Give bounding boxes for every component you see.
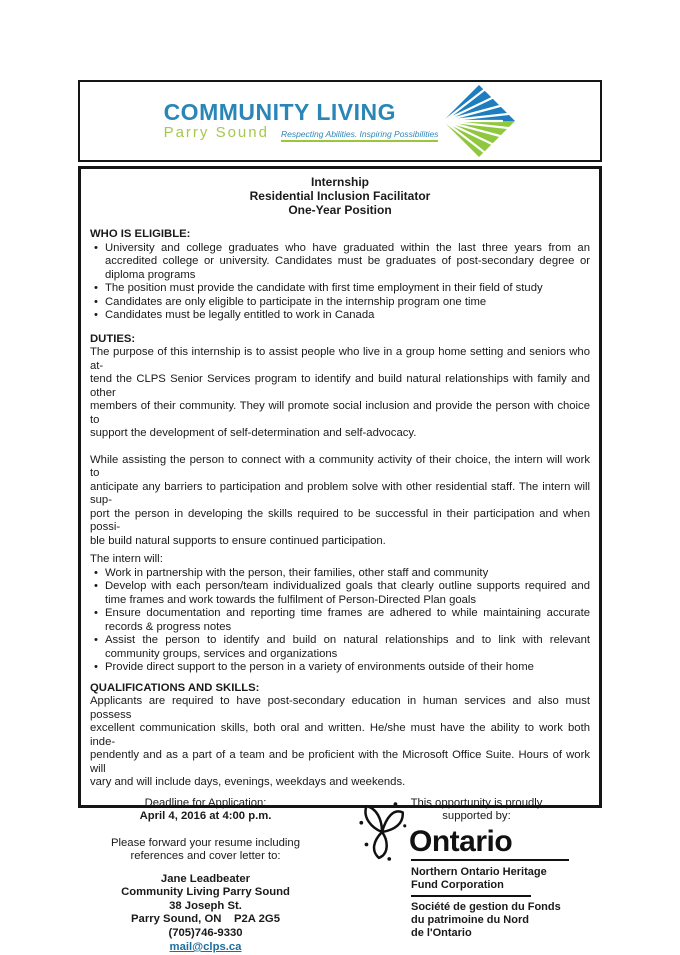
list-item: • Assist the person to identify and build on natural relationships and to link with relevant community groups, services and organizations xyxy=(105,634,590,661)
community-living-logo xyxy=(80,82,600,160)
eligible-heading: WHO IS ELIGIBLE: xyxy=(90,228,191,240)
qualifications-heading: QUALIFICATIONS AND SKILLS: xyxy=(90,681,260,694)
logo-text xyxy=(164,100,439,142)
text-line: Community Living Parry Sound xyxy=(121,886,290,898)
text-line: members of their community. They will promote social inclusion and provide the person with choice to xyxy=(90,400,590,426)
list-item: • University and college graduates who have graduated within the last three years from an accredited college or university. Candidates must be graduates of post-secondary degree or diploma programs xyxy=(105,242,590,283)
text-line: Fund Corporation xyxy=(411,878,504,891)
eligible-bullet-list xyxy=(90,242,590,323)
logo-place-name: Parry Sound xyxy=(163,124,269,141)
text-line: Applicants are required to have post-secondary education in human services and also must possess xyxy=(90,695,590,721)
text-line: (705)746-9330 xyxy=(168,926,243,939)
list-item: • Candidates must be legally entitled to work in Canada xyxy=(105,309,590,323)
list-item: • Provide direct support to the person in a variety of environments outside of their home xyxy=(105,661,590,675)
org-divider-rule xyxy=(411,895,531,897)
text-line: This opportunity is proudly xyxy=(410,796,543,809)
list-item: • Develop with each person/team individualized goals that clearly outline supports required and time frames and work towards the fulfilment of Person-Directed Plan goals xyxy=(105,580,590,607)
list-item: • The position must provide the candidate with first time employment in their field of study xyxy=(105,282,590,296)
title-line-1: Internship xyxy=(310,175,369,189)
posting-body xyxy=(78,166,602,953)
text-line: Northern Ontario Heritage xyxy=(411,865,547,878)
diamond-fan-icon xyxy=(442,84,516,158)
intern-intro: The intern will: xyxy=(90,553,163,565)
text-line: 38 Joseph St. xyxy=(169,899,242,912)
list-item: • Work in partnership with the person, their families, other staff and community xyxy=(105,567,590,581)
trillium-icon xyxy=(357,801,407,861)
footer xyxy=(90,797,590,955)
email-link[interactable]: mail@clps.ca xyxy=(169,941,242,953)
org-name-fr xyxy=(411,901,590,940)
duties-paragraph-2 xyxy=(90,454,590,549)
contact-block xyxy=(98,873,313,941)
text-line: While assisting the person to connect with a community activity of their choice, the intern will work to xyxy=(90,453,590,479)
logo-tagline: Respecting Abilities. Inspiring Possibilities xyxy=(281,129,438,142)
org-name-en xyxy=(411,866,590,892)
text-line: du patrimoine du Nord xyxy=(411,913,529,926)
logo-subtitle-row xyxy=(164,124,439,142)
text-line: Jane Leadbeater xyxy=(160,872,251,885)
list-item: • Candidates are only eligible to participate in the internship program one time xyxy=(105,296,590,310)
text-line: ble build natural supports to ensure continued participation. xyxy=(90,534,386,547)
text-line: excellent communication skills, both oral and written. He/she must have the ability to work both inde- xyxy=(90,722,590,748)
list-item: • Ensure documentation and reporting time frames are adhered to while maintaining accurate records & progress notes xyxy=(105,607,590,634)
text-line: Please forward your resume including xyxy=(110,836,300,849)
deadline-value: April 4, 2016 at 4:00 p.m. xyxy=(139,810,272,822)
text-line: port the person in developing the skills required to be successful in their participation and when possi- xyxy=(90,507,590,533)
application-info-column xyxy=(98,797,313,955)
text-line: support the development of self-determination and self-advocacy. xyxy=(90,427,417,439)
duties-heading: DUTIES: xyxy=(90,332,136,345)
text-line: supported by: xyxy=(442,810,511,822)
text-line: Société de gestion du Fonds xyxy=(411,900,561,913)
logo-banner xyxy=(78,80,602,162)
text-line: anticipate any barriers to participation and problem solve with other residential staff. The intern will sup- xyxy=(90,480,590,506)
qualifications-paragraph xyxy=(90,695,590,790)
deadline-label: Deadline for Application: xyxy=(144,796,267,809)
sponsor-column xyxy=(343,797,590,955)
forward-note xyxy=(98,837,313,864)
text-line: references and cover letter to: xyxy=(130,850,281,862)
intern-bullet-list xyxy=(90,567,590,675)
text-line: tend the CLPS Senior Services program to identify and build natural relationships with family and other xyxy=(90,373,590,399)
logo-wordmark: COMMUNITY LIVING xyxy=(163,99,397,125)
ontario-rule xyxy=(411,859,569,861)
text-line: vary and will include days, evenings, weekdays and weekends. xyxy=(90,776,406,788)
text-line: Parry Sound, ON P2A 2G5 xyxy=(131,913,280,925)
posting-title xyxy=(90,175,590,217)
title-line-3: One-Year Position xyxy=(288,203,392,217)
duties-paragraph-1 xyxy=(90,346,590,441)
text-line: pendently and as a part of a team and be proficient with the Microsoft Office Suite. Hours of work will xyxy=(90,749,590,775)
ontario-logo xyxy=(409,826,590,940)
ontario-wordmark: Ontario xyxy=(409,824,513,858)
text-line: The purpose of this internship is to assist people who live in a group home setting and seniors who at- xyxy=(90,346,590,372)
text-line: de l'Ontario xyxy=(411,926,472,939)
title-line-2: Residential Inclusion Facilitator xyxy=(249,189,431,203)
